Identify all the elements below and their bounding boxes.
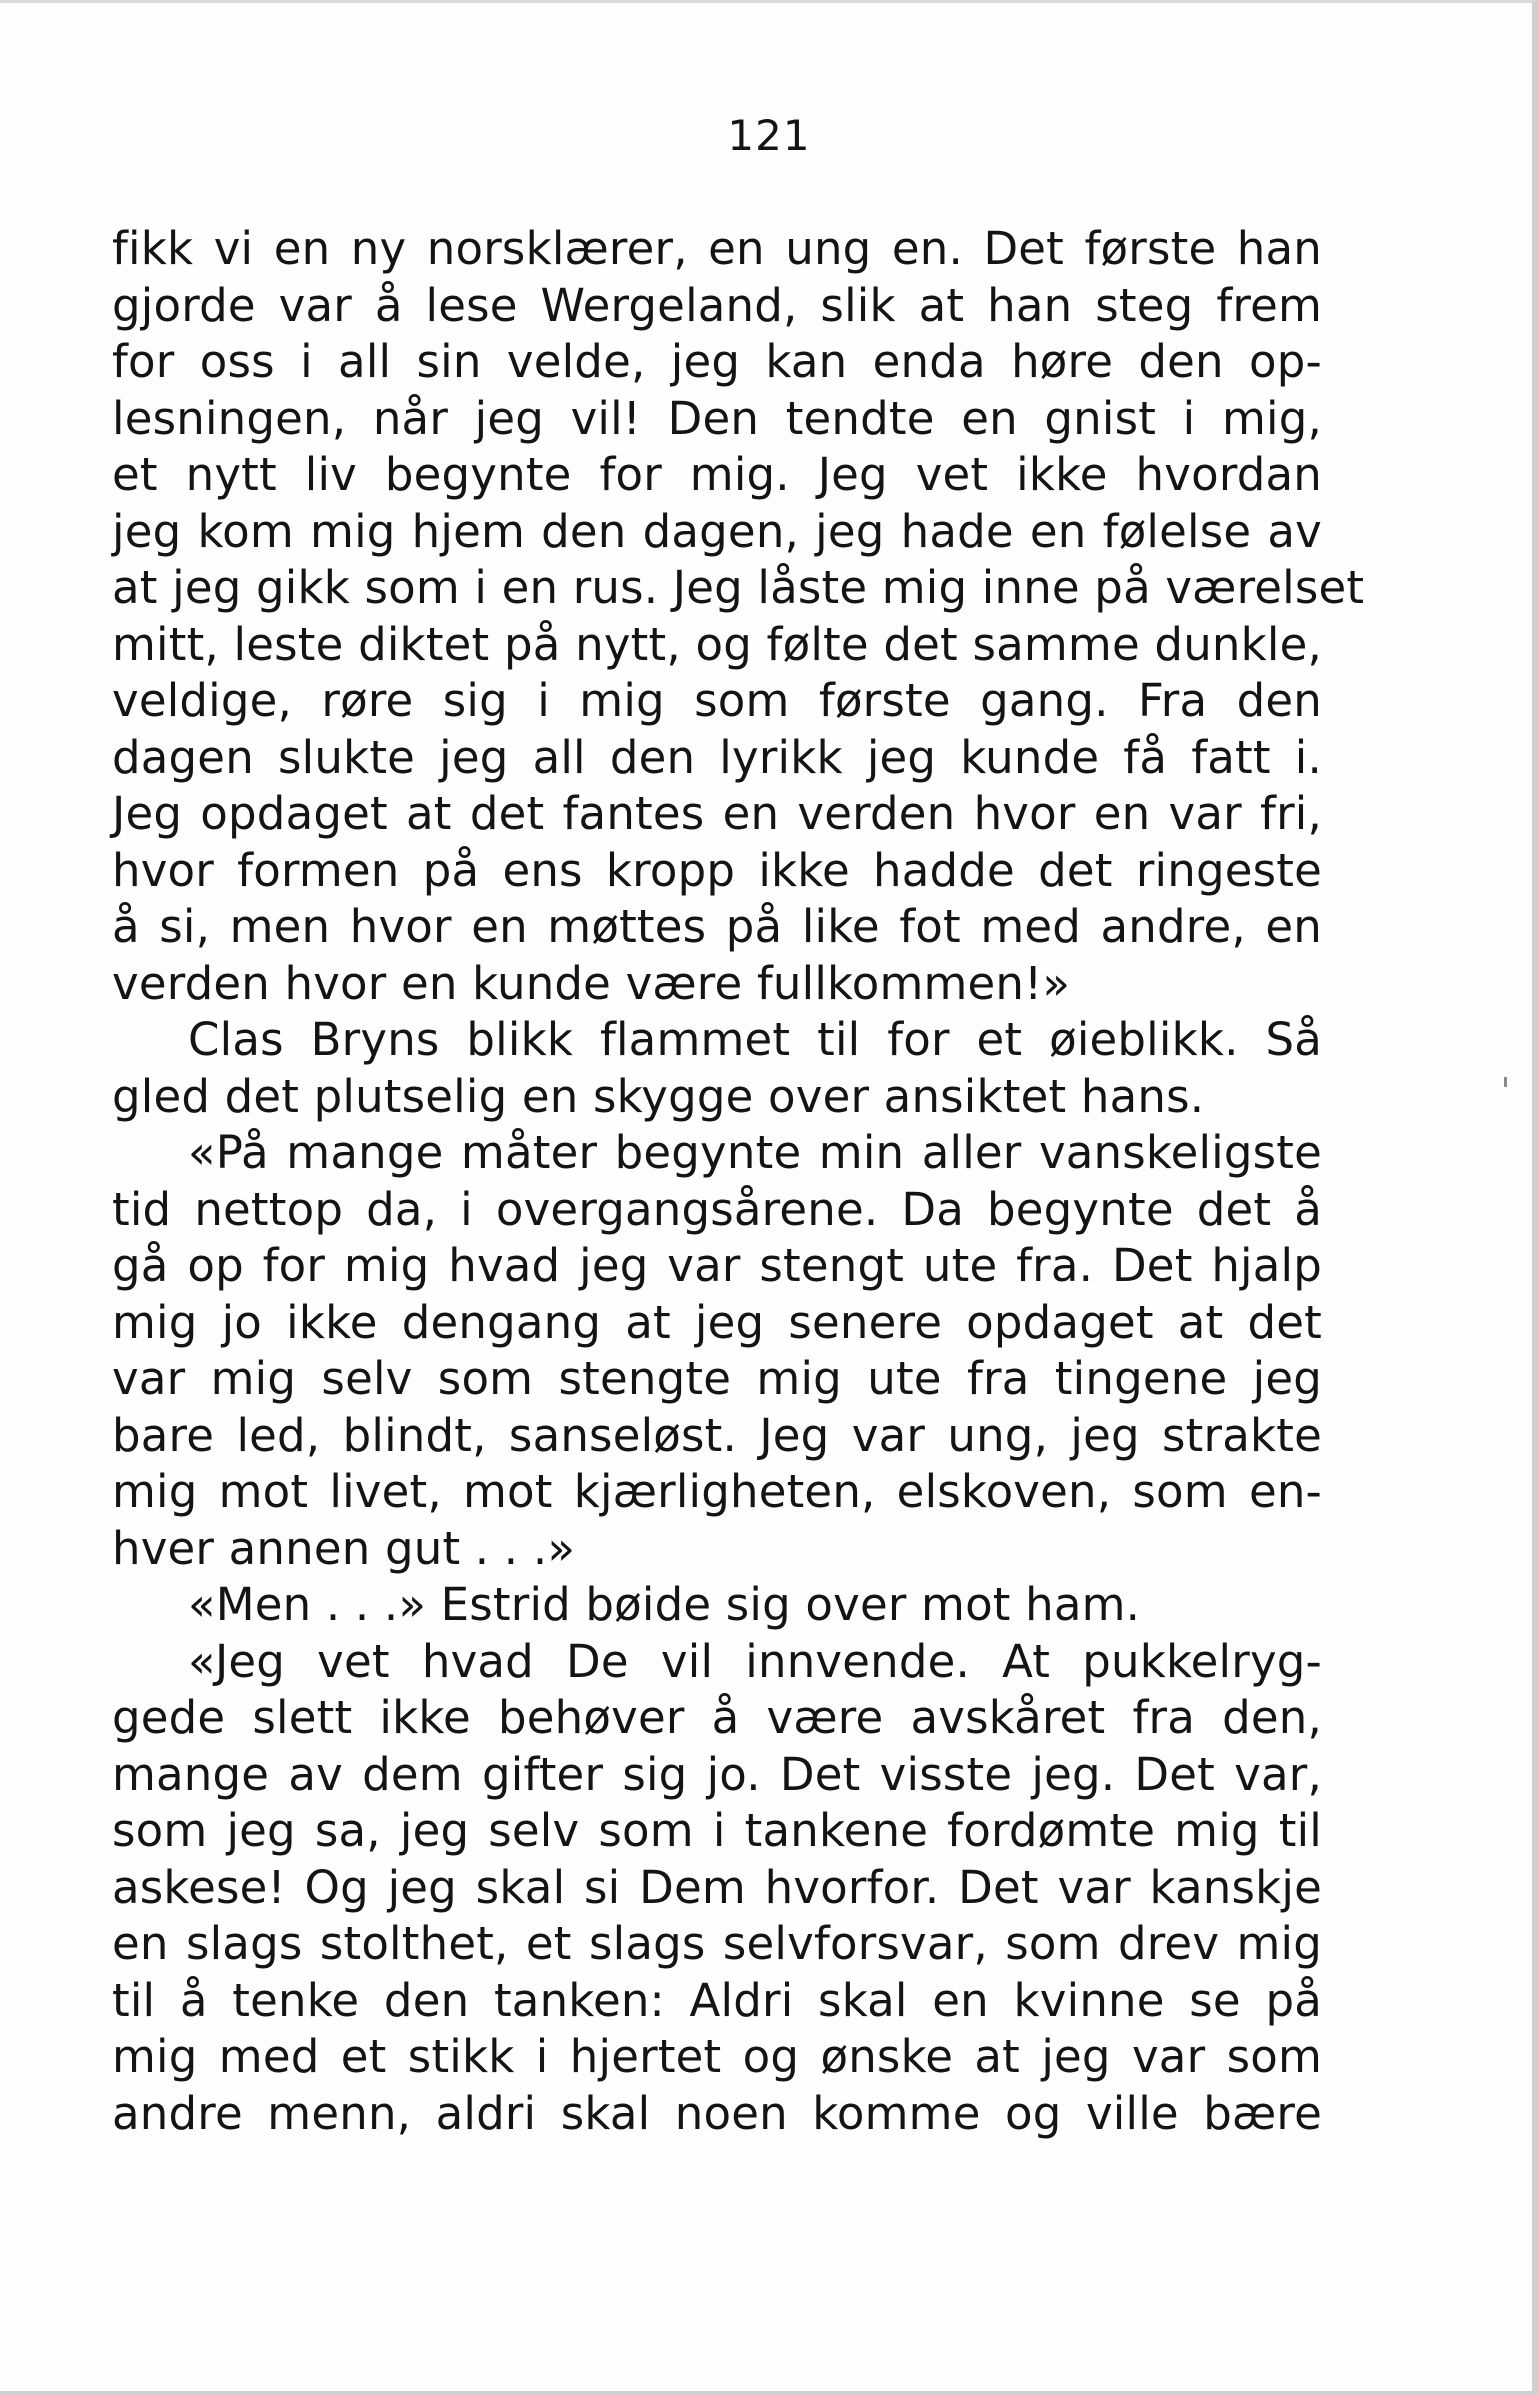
text-line: hvor formen på ens kropp ikke hadde det ringeste xyxy=(112,843,1322,897)
text-line: som jeg sa, jeg selv som i tankene fordømte mig til xyxy=(112,1804,1322,1857)
text-line: mig med et stikk i hjertet og ønske at jeg var som xyxy=(112,2030,1322,2083)
text-line: gjorde var å lese Wergeland, slik at han steg frem xyxy=(112,278,1322,332)
text-line: verden hvor en kunde være fullkommen!» xyxy=(112,956,1071,1010)
text-line: mig mot livet, mot kjærligheten, elskoven, som en- xyxy=(112,1465,1322,1518)
text-line: for oss i all sin velde, jeg kan enda høre den op- xyxy=(112,335,1322,388)
text-line: dagen slukte jeg all den lyrikk jeg kunde få fatt i. xyxy=(112,730,1322,784)
text-line: andre menn, aldri skal noen komme og ville bære xyxy=(112,2086,1322,2140)
body-text xyxy=(112,221,1365,2142)
text-line: askese! Og jeg skal si Dem hvorfor. Det var kanskje xyxy=(112,1860,1322,1914)
text-line: en slags stolthet, et slags selvforsvar, som drev mig xyxy=(112,1917,1322,1970)
text-line: å si, men hvor en møttes på like fot med andre, en xyxy=(112,900,1322,953)
text-line: jeg kom mig hjem den dagen, jeg hade en følelse av xyxy=(112,504,1322,558)
text-line: veldige, røre sig i mig som første gang. Fra den xyxy=(112,674,1322,727)
text-line: mig jo ikke dengang at jeg senere opdaget at det xyxy=(112,1295,1322,1349)
text-line: lesningen, når jeg vil! Den tendte en gnist i mig, xyxy=(112,391,1322,445)
text-line: gede slett ikke behøver å være avskåret fra den, xyxy=(112,1691,1322,1744)
text-line: «Men . . .» Estrid bøide sig over mot ham. xyxy=(188,1578,1141,1631)
text-line: hver annen gut . . .» xyxy=(112,1521,576,1575)
text-line: til å tenke den tanken: Aldri skal en kvinne se på xyxy=(112,1973,1322,2027)
text-line: mitt, leste diktet på nytt, og følte det samme dunkle, xyxy=(112,617,1322,671)
margin-mark xyxy=(1504,1077,1507,1087)
text-line: fikk vi en ny norsklærer, en ung en. Det første han xyxy=(112,222,1322,275)
text-line: mange av dem gifter sig jo. Det visste jeg. Det var, xyxy=(112,1747,1322,1801)
text-line: tid nettop da, i overgangsårene. Da begynte det å xyxy=(112,1182,1322,1236)
text-line: gå op for mig hvad jeg var stengt ute fra. Det hjalp xyxy=(112,1239,1322,1292)
text-line: var mig selv som stengte mig ute fra tingene jeg xyxy=(112,1352,1322,1405)
text-line: «Jeg vet hvad De vil innvende. At pukkelryg- xyxy=(188,1634,1322,1688)
text-line: «På mange måter begynte min aller vanskeligste xyxy=(188,1126,1322,1179)
text-line: Jeg opdaget at det fantes en verden hvor en var fri, xyxy=(112,787,1322,840)
text-line: at jeg gikk som i en rus. Jeg låste mig inne på værelset xyxy=(112,561,1365,614)
text-line: gled det plutselig en skygge over ansiktet hans. xyxy=(112,1069,1205,1123)
text-line: et nytt liv begynte for mig. Jeg vet ikke hvordan xyxy=(112,448,1322,501)
text-line: Clas Bryns blikk flammet til for et øieblikk. Så xyxy=(188,1013,1322,1066)
text-line: bare led, blindt, sanseløst. Jeg var ung, jeg strakte xyxy=(112,1408,1322,1462)
page-number: 121 xyxy=(727,111,811,160)
